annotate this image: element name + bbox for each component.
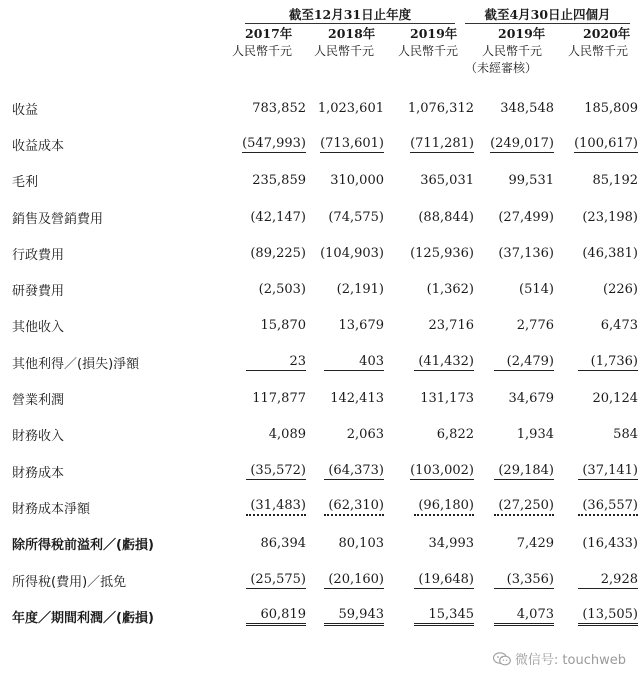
cell-value: 23: [246, 354, 306, 371]
column-year-2019: 2019年: [410, 26, 458, 41]
cell-value: (226): [603, 282, 638, 298]
table-row: [0, 308, 638, 344]
cell-value: (41,432): [414, 354, 474, 371]
cell-value: (249,017): [490, 135, 554, 151]
cell-value: (1,362): [426, 282, 474, 298]
watermark-text: 微信号: touchweb: [514, 653, 626, 668]
cell-value: (2,503): [258, 282, 306, 298]
cell-value: 4,073: [494, 607, 554, 626]
cell-value: (125,936): [410, 245, 474, 261]
cell-value: 7,429: [516, 536, 554, 552]
row-label: 研發費用: [12, 284, 65, 300]
table-row: [0, 453, 638, 489]
table-row: [0, 199, 638, 235]
cell-value: (25,575): [246, 572, 306, 589]
cell-value: 2,063: [346, 427, 384, 443]
row-label: 毛利: [12, 175, 39, 191]
cell-value: (37,136): [498, 245, 554, 261]
cell-value: 1,023,601: [317, 100, 384, 116]
cell-value: (46,381): [582, 245, 638, 261]
income-statement-table: [0, 90, 638, 634]
cell-value: 23,716: [428, 318, 474, 334]
cell-value: 783,852: [252, 100, 306, 116]
table-row: [0, 163, 638, 199]
cell-value: 59,943: [324, 607, 384, 626]
cell-value: (62,310): [324, 498, 384, 516]
table-row: [0, 90, 638, 126]
cell-value: 1,076,312: [407, 100, 474, 116]
cell-value: (88,844): [418, 209, 474, 225]
cell-value: (713,601): [320, 135, 384, 151]
column-note-unaudited: （未經審核）: [464, 61, 537, 75]
cell-value: (42,147): [250, 209, 306, 225]
cell-value: 80,103: [338, 536, 384, 552]
cell-value: 85,192: [592, 173, 638, 189]
column-unit-2019: 人民幣千元: [397, 44, 458, 58]
column-year-2017: 2017年: [245, 26, 293, 41]
cell-value: 6,473: [600, 318, 638, 334]
table-row: [0, 344, 638, 380]
cell-value: (89,225): [250, 245, 306, 261]
cell-value: (29,184): [494, 463, 554, 480]
cell-value: (64,373): [324, 463, 384, 480]
cell-value: (23,198): [582, 209, 638, 225]
table-row: [0, 235, 638, 271]
row-label: 銷售及營銷費用: [12, 211, 104, 227]
column-unit-2017: 人民幣千元: [231, 44, 292, 58]
row-label: 營業利潤: [12, 393, 65, 409]
cell-value: 6,822: [436, 427, 474, 443]
column-unit-2020-interim: 人民幣千元: [567, 44, 628, 58]
cell-value: (27,250): [494, 498, 554, 516]
period-header-four-months: 截至4月30日止四個月: [484, 7, 611, 22]
cell-value: (711,281): [410, 135, 474, 151]
row-label: 其他收入: [12, 320, 65, 336]
cell-value: 15,345: [414, 607, 474, 626]
cell-value: (547,993): [242, 135, 306, 151]
table-row: [0, 526, 638, 562]
row-label: 所得稅(費用)／抵免: [12, 574, 127, 590]
row-label: 財務成本: [12, 465, 65, 481]
cell-value: (100,617): [574, 135, 638, 151]
cell-value: (20,160): [324, 572, 384, 589]
cell-value: (16,433): [582, 536, 638, 552]
row-label: 財務成本淨額: [12, 501, 91, 517]
row-label: 除所得稅前溢利／(虧損): [12, 538, 154, 554]
table-row: [0, 598, 638, 634]
cell-value: 86,394: [260, 536, 306, 552]
cell-value: (104,903): [320, 245, 384, 261]
cell-value: (74,575): [328, 209, 384, 225]
cell-value: (3,356): [494, 572, 554, 589]
cell-value: 235,859: [252, 173, 306, 189]
row-label: 收益: [12, 102, 39, 118]
table-row: [0, 417, 638, 453]
wechat-icon: [493, 652, 511, 666]
cell-value: 20,124: [592, 391, 638, 407]
cell-value: 1,934: [516, 427, 554, 443]
cell-value: 99,531: [508, 173, 554, 189]
cell-value: 348,548: [500, 100, 554, 116]
table-row: [0, 489, 638, 525]
cell-value: (2,191): [336, 282, 384, 298]
cell-value: 131,173: [420, 391, 474, 407]
cell-value: (27,499): [498, 209, 554, 225]
cell-value: 15,870: [260, 318, 306, 334]
cell-value: 34,993: [428, 536, 474, 552]
cell-value: (96,180): [414, 498, 474, 516]
table-row: [0, 271, 638, 307]
cell-value: (2,479): [494, 354, 554, 371]
cell-value: 403: [324, 354, 384, 371]
cell-value: (1,736): [578, 354, 638, 371]
table-row: [0, 126, 638, 162]
cell-value: 365,031: [420, 173, 474, 189]
period-header-year-end: 截至12月31日止年度: [288, 7, 412, 22]
cell-value: 310,000: [330, 173, 384, 189]
column-unit-2019-interim: 人民幣千元: [481, 44, 542, 58]
wechat-watermark: [493, 649, 626, 668]
row-label: 行政費用: [12, 247, 65, 263]
cell-value: 13,679: [338, 318, 384, 334]
row-label: 收益成本: [12, 138, 65, 154]
row-label: 年度／期間利潤／(虧損): [12, 610, 154, 626]
row-label: 財務收入: [12, 429, 65, 445]
cell-value: (37,141): [578, 463, 638, 480]
cell-value: (514): [519, 282, 554, 298]
column-year-2018: 2018年: [328, 26, 376, 41]
column-year-2020-interim: 2020年: [583, 26, 631, 41]
cell-value: (31,483): [246, 498, 306, 516]
cell-value: (19,648): [414, 572, 474, 589]
cell-value: (13,505): [578, 607, 638, 626]
cell-value: 4,089: [268, 427, 306, 443]
cell-value: 2,928: [578, 572, 638, 589]
table-row: [0, 562, 638, 598]
cell-value: (36,557): [578, 498, 638, 516]
cell-value: 185,809: [584, 100, 638, 116]
cell-value: 60,819: [246, 607, 306, 626]
cell-value: 584: [613, 427, 638, 443]
column-year-2019-interim: 2019年: [498, 26, 546, 41]
cell-value: 142,413: [330, 391, 384, 407]
cell-value: 34,679: [508, 391, 554, 407]
cell-value: 2,776: [516, 318, 554, 334]
row-label: 其他利得／(損失)淨額: [12, 356, 140, 372]
table-row: [0, 380, 638, 416]
cell-value: (103,002): [410, 462, 474, 478]
cell-value: (35,572): [246, 463, 306, 480]
column-unit-2018: 人民幣千元: [313, 44, 374, 58]
cell-value: 117,877: [252, 391, 306, 407]
